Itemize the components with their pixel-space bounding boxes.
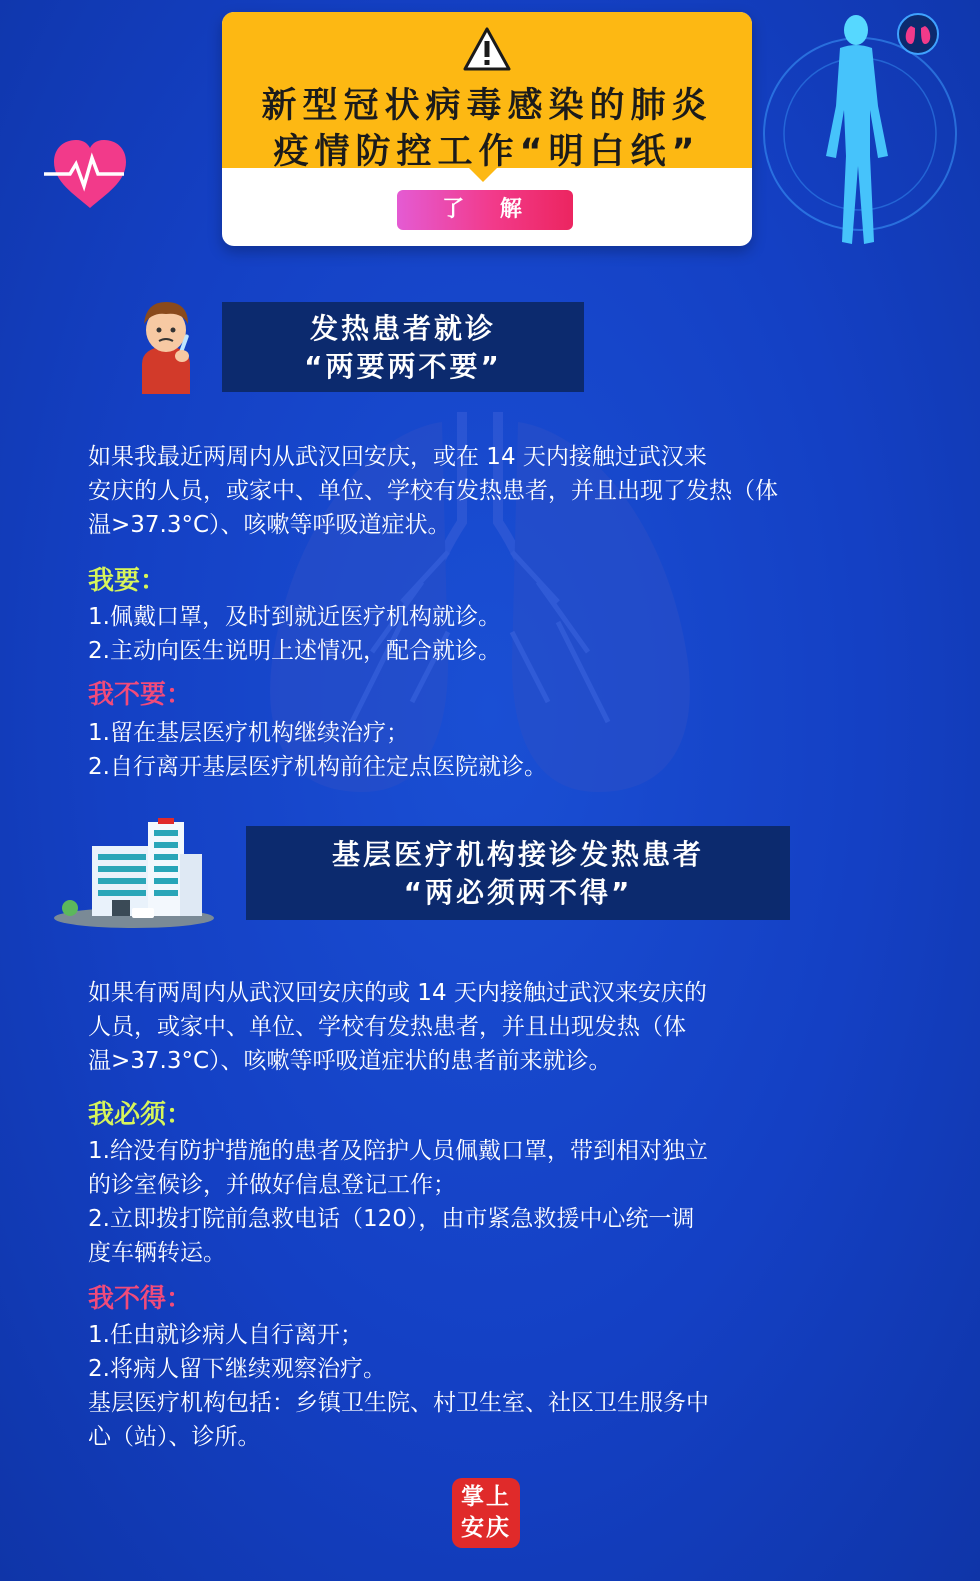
section1-banner-line2: “两要两不要” [304,350,502,383]
list-item: 1.留在基层医疗机构继续治疗； [88,720,409,746]
brand-logo [452,1478,520,1548]
section2-intro-line: 人员，或家中、单位、学校有发热患者，并且出现发热（体 [88,1014,686,1040]
learn-button[interactable]: 了 解 [397,190,573,230]
section1-banner-line1: 发热患者就诊 [309,312,496,345]
list-item: 的诊室候诊，并做好信息登记工作； [88,1172,456,1198]
section2-mustnot-list [88,1318,898,1454]
section1-must-heading: 我要： [88,566,167,596]
section2-banner-line1: 基层医疗机构接诊发热患者 [331,838,704,871]
section2-mustnot-heading: 我不得： [88,1284,193,1314]
list-item: 2.自行离开基层医疗机构前往定点医院就诊。 [88,754,547,780]
list-item: 度车辆转运。 [88,1240,226,1266]
section1-mustnot-list [88,716,898,784]
list-item: 基层医疗机构包括：乡镇卫生院、村卫生室、社区卫生服务中 [88,1390,709,1416]
section1-intro [88,440,898,542]
logo-line1: 掌上 [461,1484,511,1510]
section1-mustnot-heading: 我不要： [88,680,193,710]
section2-intro [88,976,898,1078]
section2-must-list [88,1134,898,1270]
section2-banner-line2: “两必须两不得” [403,876,633,909]
section2-intro-line: 如果有两周内从武汉回安庆的或 14 天内接触过武汉来安庆的 [88,980,707,1006]
header-card [222,12,752,246]
section1-banner [222,302,584,392]
list-item: 心（站）、诊所。 [88,1424,261,1450]
list-item: 1.任由就诊病人自行离开； [88,1322,363,1348]
list-item: 2.将病人留下继续观察治疗。 [88,1356,386,1382]
section2-banner [246,826,790,920]
page-title-line1: 新型冠状病毒感染的肺炎 [261,86,713,126]
list-item: 1.给没有防护措施的患者及陪护人员佩戴口罩，带到相对独立 [88,1138,708,1164]
heartbeat-icon [44,134,136,214]
patient-illustration [128,294,204,394]
section1-intro-line: 如果我最近两周内从武汉回安庆，或在 14 天内接触过武汉来 [88,444,707,470]
section1-intro-line: 温>37.3°C）、咳嗽等呼吸道症状。 [88,512,451,538]
section2-intro-line: 温>37.3°C）、咳嗽等呼吸道症状的患者前来就诊。 [88,1048,612,1074]
section2-must-heading: 我必须： [88,1100,193,1130]
list-item: 2.立即拨打院前急救电话（120），由市紧急救援中心统一调 [88,1206,695,1232]
logo-line2: 安庆 [461,1515,511,1541]
warning-icon [462,26,512,72]
hospital-illustration [52,818,216,930]
list-item: 2.主动向医生说明上述情况，配合就诊。 [88,638,501,664]
list-item: 1.佩戴口罩，及时到就近医疗机构就诊。 [88,604,501,630]
section1-must-list [88,600,898,668]
section1-intro-line: 安庆的人员，或家中、单位、学校有发热患者，并且出现了发热（体 [88,478,778,504]
page-title-line2: 疫情防控工作“明白纸” [273,132,701,172]
human-body-figure [760,6,960,262]
